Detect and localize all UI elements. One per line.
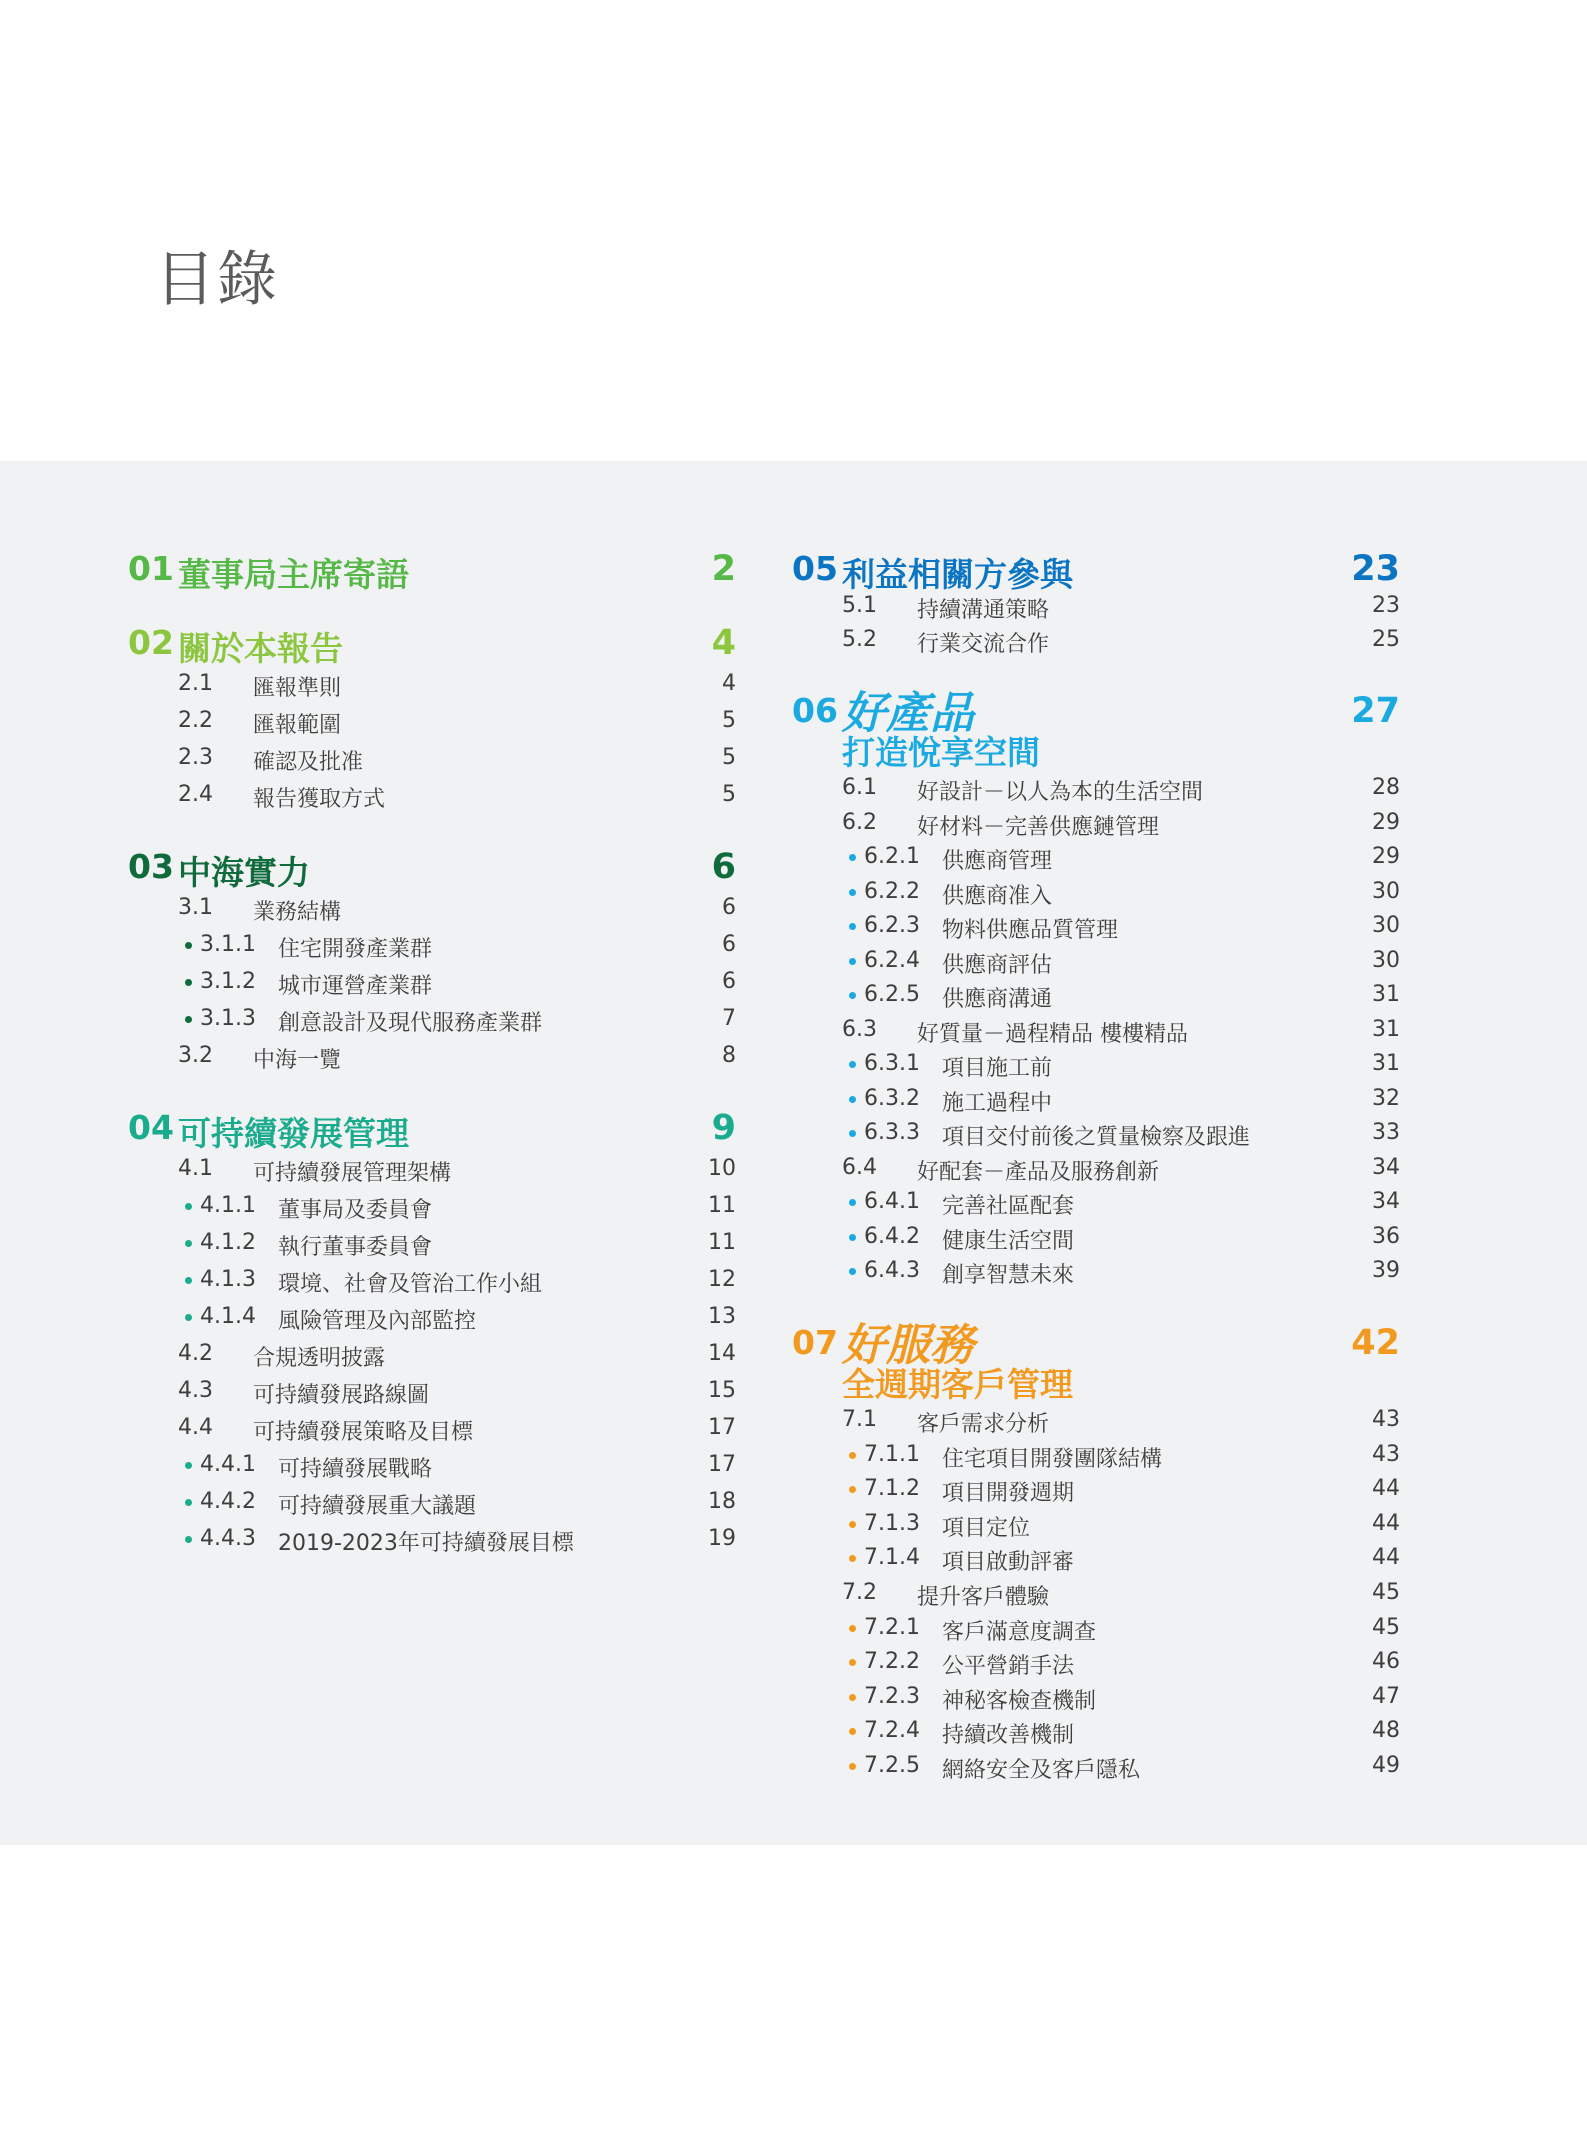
subitem-page: 47 <box>1372 1683 1400 1709</box>
bullet-dot <box>185 979 192 986</box>
toc-subitem[interactable] <box>792 1649 1400 1684</box>
subitem-page: 17 <box>708 1452 736 1477</box>
item-page: 25 <box>1372 627 1400 652</box>
item-page: 23 <box>1372 593 1400 618</box>
subitem-page: 30 <box>1372 878 1400 904</box>
subitem-number: 4.1.2 <box>200 1230 256 1255</box>
item-page: 10 <box>708 1156 736 1181</box>
item-label: 可持續發展管理架構 <box>253 1161 452 1186</box>
item-number: 2.4 <box>178 782 213 807</box>
section-page: 23 <box>1351 549 1400 589</box>
item-number: 5.2 <box>842 627 877 652</box>
bullet-dot <box>849 1763 856 1770</box>
toc-subitem[interactable] <box>792 1753 1400 1788</box>
subitem-number: 6.2.1 <box>864 844 920 869</box>
toc-subitem[interactable] <box>792 1189 1400 1224</box>
subitem-page: 30 <box>1372 913 1400 938</box>
item-number: 2.2 <box>178 708 213 733</box>
item-number: 6.3 <box>842 1016 877 1042</box>
subitem-page: 11 <box>708 1193 736 1218</box>
section-number: 06 <box>792 691 838 730</box>
bullet-dot <box>849 1268 856 1275</box>
subitem-page: 33 <box>1372 1120 1400 1145</box>
item-page: 17 <box>708 1415 736 1440</box>
section-script-title: 好產品 <box>842 688 974 739</box>
item-page: 28 <box>1372 775 1400 800</box>
bullet-dot <box>849 992 856 999</box>
item-number: 2.3 <box>178 745 213 770</box>
page-title: 目錄 <box>155 245 279 315</box>
toc-subitem[interactable] <box>792 879 1400 914</box>
item-number: 3.1 <box>178 895 213 920</box>
toc-section-07 <box>792 1320 1400 1788</box>
item-number: 4.3 <box>178 1378 213 1403</box>
toc-item[interactable] <box>792 1155 1400 1190</box>
bullet-dot <box>185 1499 192 1506</box>
toc-section-02 <box>128 623 736 819</box>
subitem-page: 7 <box>722 1006 736 1031</box>
section-page: 6 <box>711 847 736 887</box>
item-number: 6.2 <box>842 809 877 835</box>
toc-item[interactable] <box>128 782 736 819</box>
section-page: 2 <box>711 549 736 589</box>
subitem-page: 31 <box>1372 982 1400 1007</box>
subitem-page: 30 <box>1372 947 1400 973</box>
subitem-label: 董事局及委員會 <box>278 1198 433 1223</box>
item-label: 好配套－產品及服務創新 <box>917 1159 1160 1185</box>
item-number: 7.1 <box>842 1407 877 1432</box>
section-title: 董事局主席寄語 <box>178 555 409 594</box>
subitem-number: 7.1.2 <box>864 1476 920 1502</box>
subitem-label: 創意設計及現代服務產業群 <box>278 1011 543 1036</box>
subitem-number: 6.2.4 <box>864 947 920 973</box>
subitem-label: 供應商管理 <box>942 849 1053 874</box>
subitem-label: 城市運營產業群 <box>278 974 433 999</box>
toc-subitem[interactable] <box>128 1267 736 1304</box>
toc-subitem[interactable] <box>128 969 736 1006</box>
item-label: 匯報範圍 <box>253 713 342 738</box>
subitem-page: 44 <box>1372 1476 1400 1502</box>
subitem-label: 公平營銷手法 <box>942 1654 1075 1680</box>
item-page: 6 <box>722 895 736 920</box>
subitem-page: 44 <box>1372 1510 1400 1536</box>
toc-subitem[interactable] <box>128 1526 736 1563</box>
subitem-label: 供應商准入 <box>942 883 1053 909</box>
bullet-dot <box>185 1277 192 1284</box>
toc-subitem[interactable] <box>792 1224 1400 1259</box>
item-label: 提升客戶體驗 <box>917 1584 1050 1610</box>
toc-subitem[interactable] <box>128 1304 736 1341</box>
subitem-page: 13 <box>708 1304 736 1329</box>
toc-subitem[interactable] <box>792 1476 1400 1511</box>
item-label: 合規透明披露 <box>253 1346 386 1371</box>
subitem-label: 持續改善機制 <box>942 1723 1075 1749</box>
subitem-number: 6.2.5 <box>864 982 920 1007</box>
toc-subitem[interactable] <box>792 1258 1400 1293</box>
subitem-page: 11 <box>708 1230 736 1255</box>
section-page: 42 <box>1351 1323 1400 1363</box>
subitem-number: 6.2.3 <box>864 913 920 938</box>
bullet-dot <box>849 1199 856 1206</box>
section-subtitle: 全週期客戶管理 <box>842 1365 1073 1404</box>
item-label: 可持續發展路線圖 <box>253 1383 430 1408</box>
subitem-label: 可持續發展重大議題 <box>278 1494 477 1519</box>
item-label: 好材料－完善供應鏈管理 <box>917 814 1160 840</box>
subitem-page: 46 <box>1372 1649 1400 1675</box>
bullet-dot <box>185 1536 192 1543</box>
subitem-number: 4.1.3 <box>200 1267 256 1292</box>
subitem-label: 物料供應品質管理 <box>942 918 1119 943</box>
toc-subitem[interactable] <box>128 1006 736 1043</box>
subitem-label: 健康生活空間 <box>942 1228 1075 1254</box>
section-subtitle: 打造悅享空間 <box>842 733 1040 772</box>
toc-item[interactable] <box>792 1407 1400 1442</box>
item-page: 29 <box>1372 809 1400 835</box>
subitem-number: 6.3.1 <box>864 1051 920 1076</box>
subitem-number: 6.4.1 <box>864 1189 920 1214</box>
toc-subitem[interactable] <box>128 1489 736 1526</box>
bullet-dot <box>185 1314 192 1321</box>
toc-subitem[interactable] <box>128 1230 736 1267</box>
item-number: 6.1 <box>842 775 877 800</box>
section-number: 01 <box>128 549 174 588</box>
item-number: 4.4 <box>178 1415 213 1440</box>
subitem-label: 住宅項目開發團隊結構 <box>942 1446 1163 1472</box>
subitem-label: 供應商溝通 <box>942 987 1053 1012</box>
subitem-number: 6.4.2 <box>864 1223 920 1249</box>
bullet-dot <box>849 1555 856 1562</box>
bullet-dot <box>849 1452 856 1459</box>
subitem-number: 6.2.2 <box>864 878 920 904</box>
subitem-number: 6.3.2 <box>864 1085 920 1111</box>
subitem-number: 7.1.3 <box>864 1510 920 1536</box>
bullet-dot <box>849 1486 856 1493</box>
bullet-dot <box>849 1130 856 1137</box>
bullet-dot <box>185 1462 192 1469</box>
toc-subitem[interactable] <box>792 1684 1400 1719</box>
bullet-dot <box>849 1625 856 1632</box>
toc-subitem[interactable] <box>792 1545 1400 1580</box>
subitem-page: 6 <box>722 969 736 994</box>
toc-subitem[interactable] <box>792 1120 1400 1155</box>
toc-item[interactable] <box>792 593 1400 627</box>
item-number: 4.2 <box>178 1341 213 1366</box>
toc-section-01[interactable] <box>128 549 736 605</box>
toc-item[interactable] <box>792 1580 1400 1615</box>
subitem-page: 49 <box>1372 1752 1400 1778</box>
bullet-dot <box>185 1240 192 1247</box>
subitem-page: 19 <box>708 1526 736 1551</box>
subitem-label: 創享智慧未來 <box>942 1263 1075 1288</box>
subitem-page: 34 <box>1372 1189 1400 1214</box>
subitem-page: 32 <box>1372 1085 1400 1111</box>
subitem-page: 29 <box>1372 844 1400 869</box>
item-label: 業務結構 <box>253 900 342 925</box>
item-page: 5 <box>722 745 736 770</box>
subitem-page: 48 <box>1372 1718 1400 1744</box>
subitem-label: 施工過程中 <box>942 1090 1053 1116</box>
toc-item[interactable] <box>128 745 736 782</box>
subitem-number: 4.4.1 <box>200 1452 256 1477</box>
subitem-label: 供應商評估 <box>942 952 1053 978</box>
bullet-dot <box>849 1659 856 1666</box>
bullet-dot <box>849 889 856 896</box>
bullet-dot <box>849 923 856 930</box>
subitem-number: 4.4.2 <box>200 1489 256 1514</box>
subitem-number: 7.2.5 <box>864 1752 920 1778</box>
toc-item[interactable] <box>792 1017 1400 1052</box>
subitem-label: 項目啟動評審 <box>942 1550 1075 1576</box>
item-page: 31 <box>1372 1016 1400 1042</box>
subitem-label: 項目交付前後之質量檢察及跟進 <box>942 1125 1251 1150</box>
toc-section-03 <box>128 847 736 1080</box>
subitem-number: 7.1.1 <box>864 1441 920 1467</box>
subitem-number: 6.3.3 <box>864 1120 920 1145</box>
subitem-label: 完善社區配套 <box>942 1194 1075 1219</box>
item-number: 5.1 <box>842 593 877 618</box>
section-title: 利益相關方參與 <box>842 555 1073 594</box>
subitem-number: 7.2.4 <box>864 1718 920 1744</box>
section-number: 02 <box>128 623 174 662</box>
toc-subitem[interactable] <box>792 948 1400 983</box>
section-page: 9 <box>711 1108 736 1148</box>
item-page: 14 <box>708 1341 736 1366</box>
subitem-label: 環境、社會及管治工作小組 <box>278 1272 543 1297</box>
toc-item[interactable] <box>128 1043 736 1080</box>
toc-item[interactable] <box>128 895 736 932</box>
section-number: 05 <box>792 549 838 588</box>
subitem-page: 18 <box>708 1489 736 1514</box>
section-heading[interactable] <box>792 688 1400 775</box>
toc-section-05 <box>792 549 1400 661</box>
item-label: 行業交流合作 <box>917 632 1050 657</box>
toc-subitem[interactable] <box>792 913 1400 948</box>
bullet-dot <box>185 942 192 949</box>
subitem-page: 31 <box>1372 1051 1400 1076</box>
subitem-number: 3.1.2 <box>200 969 256 994</box>
subitem-number: 6.4.3 <box>864 1258 920 1283</box>
subitem-label: 可持續發展戰略 <box>278 1457 433 1482</box>
subitem-label: 項目定位 <box>942 1515 1031 1541</box>
bullet-dot <box>185 1203 192 1210</box>
subitem-label: 神秘客檢查機制 <box>942 1688 1097 1714</box>
toc-subitem[interactable] <box>792 1615 1400 1650</box>
subitem-number: 4.1.4 <box>200 1304 256 1329</box>
section-title: 關於本報告 <box>178 629 343 668</box>
toc-subitem[interactable] <box>792 982 1400 1017</box>
toc-subitem[interactable] <box>792 1051 1400 1086</box>
toc-item[interactable] <box>792 810 1400 845</box>
toc-subitem[interactable] <box>128 1452 736 1489</box>
item-label: 確認及批准 <box>253 750 364 775</box>
item-label: 報告獲取方式 <box>253 787 386 812</box>
bullet-dot <box>849 1061 856 1068</box>
item-page: 43 <box>1372 1407 1400 1432</box>
subitem-label: 客戶滿意度調查 <box>942 1619 1097 1645</box>
subitem-number: 7.2.2 <box>864 1649 920 1675</box>
item-label: 中海一覽 <box>253 1048 342 1073</box>
toc-item[interactable] <box>128 1415 736 1452</box>
toc-subitem[interactable] <box>792 1511 1400 1546</box>
item-page: 5 <box>722 782 736 807</box>
toc-subitem[interactable] <box>792 1442 1400 1477</box>
subitem-number: 4.1.1 <box>200 1193 256 1218</box>
subitem-label: 住宅開發產業群 <box>278 937 433 962</box>
section-number: 03 <box>128 847 174 886</box>
toc-subitem[interactable] <box>792 1718 1400 1753</box>
section-number: 07 <box>792 1323 838 1362</box>
toc-subitem[interactable] <box>128 932 736 969</box>
section-title: 中海實力 <box>178 853 310 892</box>
toc-item[interactable] <box>128 1341 736 1378</box>
bullet-dot <box>849 958 856 965</box>
item-number: 6.4 <box>842 1154 877 1180</box>
subitem-label: 網絡安全及客戶隱私 <box>942 1757 1141 1783</box>
bullet-dot <box>849 1096 856 1103</box>
item-number: 2.1 <box>178 671 213 696</box>
section-page: 4 <box>711 623 736 663</box>
subitem-page: 36 <box>1372 1223 1400 1249</box>
bullet-dot <box>849 1234 856 1241</box>
section-number: 04 <box>128 1108 174 1147</box>
subitem-page: 39 <box>1372 1258 1400 1283</box>
subitem-page: 45 <box>1372 1614 1400 1640</box>
toc-item[interactable] <box>128 1378 736 1415</box>
subitem-number: 3.1.3 <box>200 1006 256 1031</box>
section-heading[interactable] <box>792 1320 1400 1407</box>
subitem-page: 6 <box>722 932 736 957</box>
subitem-page: 12 <box>708 1267 736 1292</box>
item-label: 客戶需求分析 <box>917 1412 1050 1437</box>
subitem-number: 7.2.3 <box>864 1683 920 1709</box>
item-page: 15 <box>708 1378 736 1403</box>
item-label: 可持續發展策略及目標 <box>253 1420 474 1445</box>
subitem-label: 項目開發週期 <box>942 1481 1075 1507</box>
section-title: 可持續發展管理 <box>178 1114 409 1153</box>
toc-item[interactable] <box>792 627 1400 661</box>
item-page: 4 <box>722 671 736 696</box>
subitem-number: 7.1.4 <box>864 1545 920 1571</box>
item-number: 7.2 <box>842 1579 877 1605</box>
toc-section-04 <box>128 1108 736 1563</box>
subitem-number: 3.1.1 <box>200 932 256 957</box>
bullet-dot <box>849 1694 856 1701</box>
subitem-label: 項目施工前 <box>942 1056 1053 1081</box>
subitem-label: 2019-2023年可持續發展目標 <box>278 1531 574 1556</box>
item-number: 3.2 <box>178 1043 213 1068</box>
toc-subitem[interactable] <box>128 1193 736 1230</box>
toc-panel <box>0 461 1587 1845</box>
section-script-title: 好服務 <box>842 1320 974 1371</box>
item-label: 好質量－過程精品 樓樓精品 <box>917 1021 1188 1047</box>
item-page: 45 <box>1372 1579 1400 1605</box>
bullet-dot <box>849 1521 856 1528</box>
bullet-dot <box>849 1728 856 1735</box>
item-page: 34 <box>1372 1154 1400 1180</box>
item-page: 8 <box>722 1043 736 1068</box>
bullet-dot <box>185 1016 192 1023</box>
subitem-number: 4.4.3 <box>200 1526 256 1551</box>
item-label: 好設計－以人為本的生活空間 <box>917 780 1204 805</box>
toc-item[interactable] <box>128 1156 736 1193</box>
item-number: 4.1 <box>178 1156 213 1181</box>
subitem-label: 執行董事委員會 <box>278 1235 433 1260</box>
item-label: 匯報準則 <box>253 676 342 701</box>
subitem-label: 風險管理及內部監控 <box>278 1309 477 1334</box>
bullet-dot <box>849 854 856 861</box>
item-label: 持續溝通策略 <box>917 598 1050 623</box>
subitem-number: 7.2.1 <box>864 1614 920 1640</box>
toc-subitem[interactable] <box>792 844 1400 879</box>
toc-item[interactable] <box>792 775 1400 810</box>
toc-item[interactable] <box>128 671 736 708</box>
subitem-page: 44 <box>1372 1545 1400 1571</box>
toc-subitem[interactable] <box>792 1086 1400 1121</box>
toc-item[interactable] <box>128 708 736 745</box>
section-page: 27 <box>1351 691 1400 731</box>
toc-section-06 <box>792 688 1400 1293</box>
item-page: 5 <box>722 708 736 733</box>
subitem-page: 43 <box>1372 1441 1400 1467</box>
